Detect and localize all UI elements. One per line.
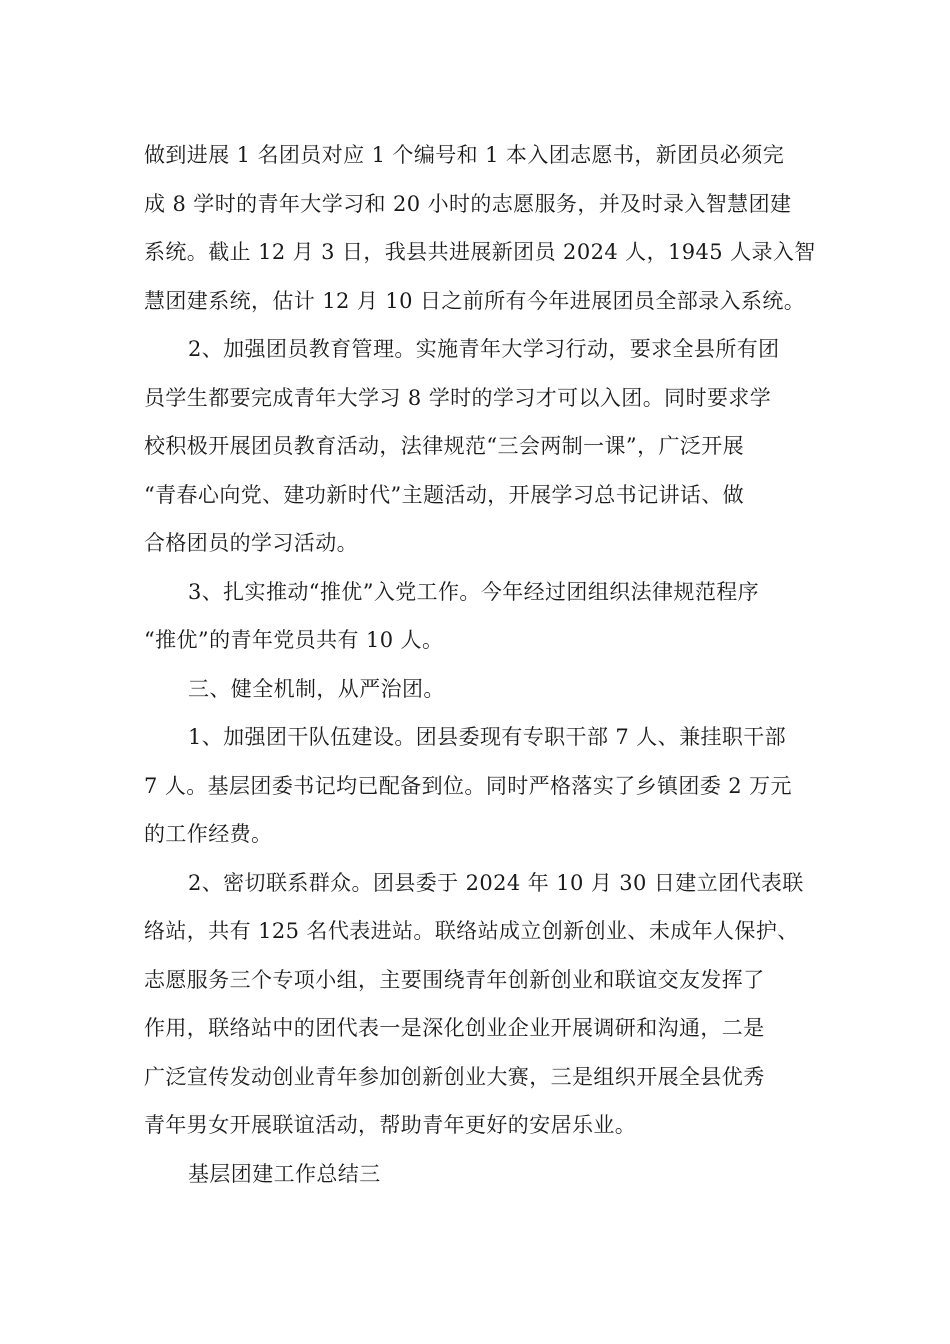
text-line: 志愿服务三个专项小组，主要围绕青年创新创业和联谊交友发挥了 (144, 967, 765, 992)
document-body (144, 131, 824, 1198)
text-line: 青年男女开展联谊活动，帮助青年更好的安居乐业。 (144, 1113, 637, 1137)
text-line: 员学生都要完成青年大学习 8 学时的学习才可以入团。同时要求学 (144, 385, 772, 410)
text-line: 成 8 学时的青年大学习和 20 小时的志愿服务，并及时录入智慧团建 (144, 191, 792, 216)
text-line: 合格团员的学习活动。 (144, 531, 358, 555)
paragraph-1 (144, 131, 824, 325)
text-line: 广泛宣传发动创业青年参加创新创业大赛，三是组织开展全县优秀 (144, 1064, 765, 1089)
paragraph-2 (144, 325, 824, 568)
subsection-title (144, 1150, 824, 1199)
text-line: 系统。截止 12 月 3 日，我县共进展新团员 2024 人，1945 人录入智 (144, 240, 816, 264)
paragraph-5 (144, 859, 824, 1150)
text-line: 做到进展 1 名团员对应 1 个编号和 1 本入团志愿书，新团员必须完 (144, 143, 785, 167)
text-line: 1、加强团干队伍建设。团县委现有专职干部 7 人、兼挂职干部 (188, 725, 787, 749)
text-line: 7 人。基层团委书记均已配备到位。同时严格落实了乡镇团委 2 万元 (144, 773, 792, 798)
text-line: 慧团建系统，估计 12 月 10 日之前所有今年进展团员全部录入系统。 (144, 288, 806, 313)
paragraph-4 (144, 713, 824, 859)
text-line: 校积极开展团员教育活动，法律规范“三会两制一课”，广泛开展 (144, 434, 745, 458)
text-line: 3、扎实推动“推优”入党工作。今年经过团组织法律规范程序 (188, 579, 760, 604)
text-line: 络站，共有 125 名代表进站。联络站成立创新创业、未成年人保护、 (144, 919, 799, 943)
text-line: 的工作经费。 (144, 822, 273, 846)
section-heading (144, 665, 824, 714)
text-line: 2、加强团员教育管理。实施青年大学习行动，要求全县所有团 (188, 337, 780, 361)
text-line: 2、密切联系群众。团县委于 2024 年 10 月 30 日建立团代表联 (188, 870, 804, 895)
text-line: “青春心向党、建功新时代”主题活动，开展学习总书记讲话、做 (144, 482, 745, 507)
text-line: 基层团建工作总结三 (188, 1161, 381, 1186)
paragraph-3 (144, 568, 824, 665)
text-line: 作用，联络站中的团代表一是深化创业企业开展调研和沟通，二是 (144, 1016, 765, 1040)
text-line: “推优”的青年党员共有 10 人。 (144, 628, 444, 652)
text-line: 三、健全机制，从严治团。 (188, 676, 445, 701)
